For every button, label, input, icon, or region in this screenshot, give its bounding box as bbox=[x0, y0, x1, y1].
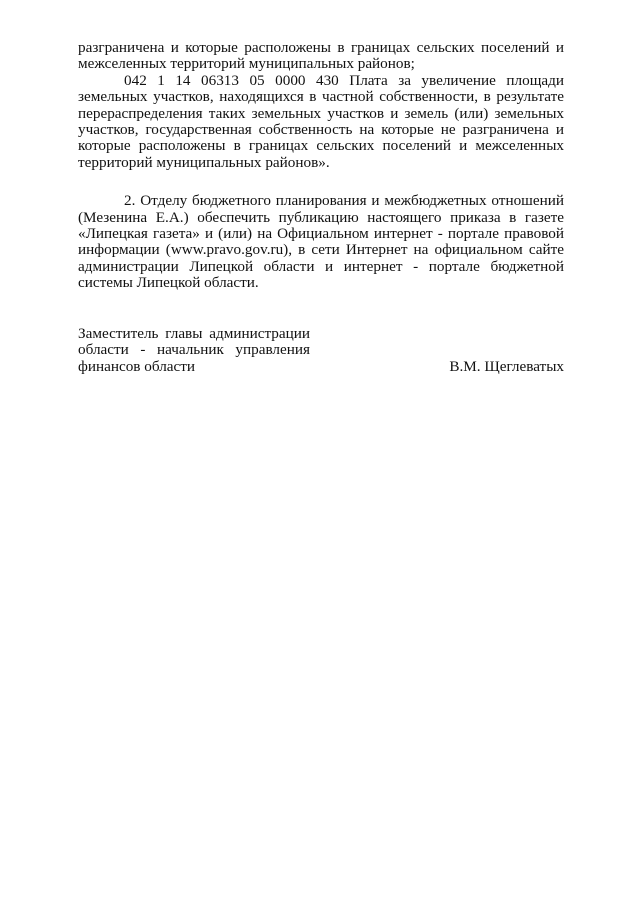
paragraph-budget-code-entry: 042 1 14 06313 05 0000 430 Плата за увеличение площади земельных участков, находящихся в частной собственности, в результате перераспределения таких земельных участков и земель (или) земельных участков, государственная собственность на которые не разграничена и которые расположены в границах сельских поселений и межселенных территорий муниципальных районов». bbox=[78, 71, 564, 171]
signatory-name: В.М. Щеглеватых bbox=[449, 357, 564, 375]
signatory-position-line-2: области - начальник управления bbox=[78, 341, 310, 359]
signature-spacer bbox=[78, 292, 564, 326]
paragraph-continuation: разграничена и которые расположены в границах сельских поселений и межселенных территорий муниципальных районов; bbox=[78, 39, 564, 73]
signature-block bbox=[78, 326, 564, 375]
signatory-position-line-1: Заместитель главы администрации bbox=[78, 324, 310, 342]
paragraph-spacer bbox=[78, 171, 564, 193]
paragraph-item-2: 2. Отделу бюджетного планирования и межбюджетных отношений (Мезенина Е.А.) обеспечить публикацию настоящего приказа в газете «Липецкая газета» и (или) на Официальном интернет - портале правовой информации (www.pravo.gov.ru), в сети Интернет на официальном сайте администрации Липецкой области и интернет - портале бюджетной системы Липецкой области. bbox=[78, 192, 564, 292]
signatory-position bbox=[78, 326, 310, 375]
signatory-position-line-3: финансов области bbox=[78, 357, 196, 375]
document-page bbox=[78, 40, 564, 375]
